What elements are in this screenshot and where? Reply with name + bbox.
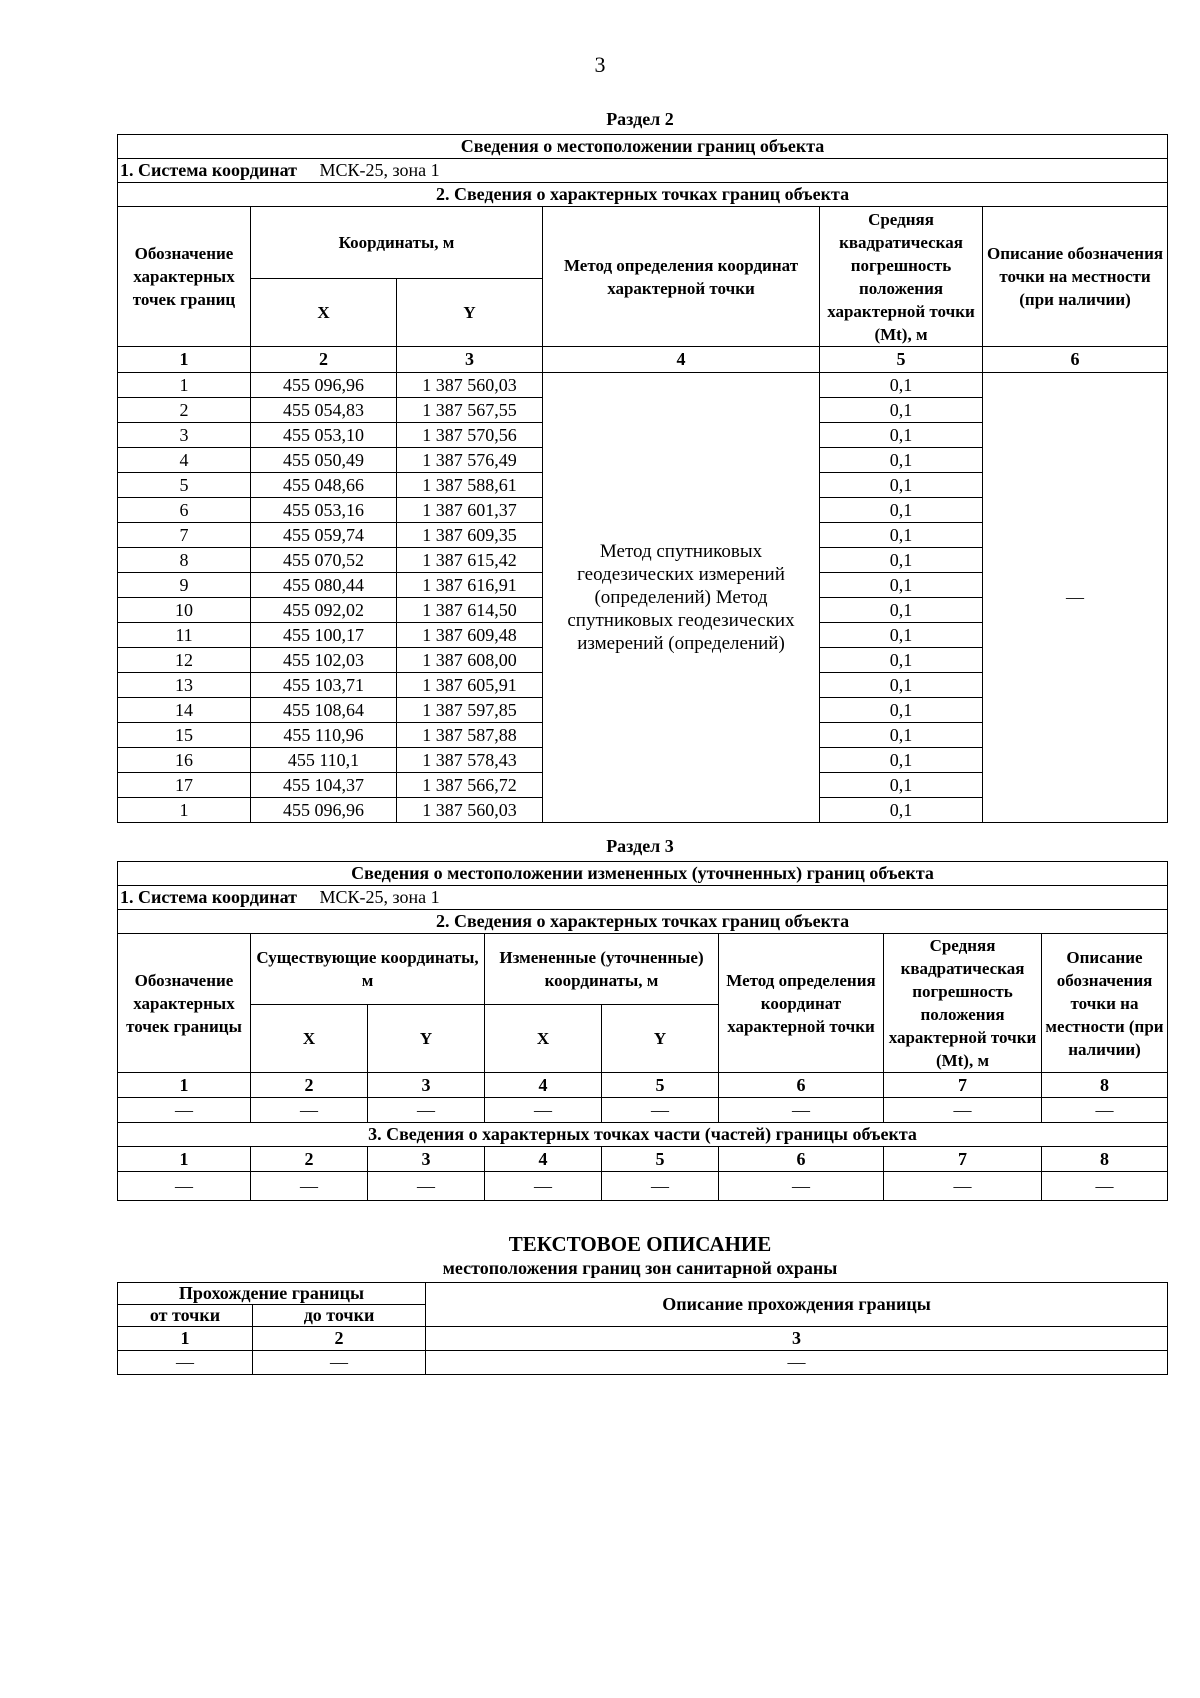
header-description: Описание прохождения границы [426,1283,1168,1327]
table-row [118,1172,1168,1201]
col-number: 8 [1042,1073,1168,1098]
coord-x: 455 054,83 [251,398,397,423]
mt-value: 0,1 [820,798,983,823]
col-number: 6 [719,1073,884,1098]
header-desc: Описание обозначения точки на местности (при наличии) [983,207,1168,347]
header-passage: Прохождение границы [118,1283,426,1305]
col-number: 3 [368,1147,485,1172]
empty-cell: — [719,1172,884,1201]
point-number: 1 [118,798,251,823]
coord-y: 1 387 616,91 [397,573,543,598]
coord-x: 455 110,96 [251,723,397,748]
col-number: 8 [1042,1147,1168,1172]
mt-value: 0,1 [820,598,983,623]
point-number: 14 [118,698,251,723]
point-number: 11 [118,623,251,648]
col-number: 1 [118,1073,251,1098]
mt-value: 0,1 [820,523,983,548]
coord-x: 455 108,64 [251,698,397,723]
col-number: 2 [251,1147,368,1172]
mt-value: 0,1 [820,673,983,698]
col-number: 2 [253,1327,426,1351]
mt-value: 0,1 [820,648,983,673]
mt-value: 0,1 [820,398,983,423]
header-from: от точки [118,1305,253,1327]
page-number: 3 [594,52,606,77]
empty-cell: — [118,1098,251,1123]
section2-table [117,134,1168,823]
table-row [118,1098,1168,1123]
section2-subtitle: 2. Сведения о характерных точках границ объекта [118,183,1168,207]
point-number: 4 [118,448,251,473]
point-number: 1 [118,373,251,398]
col-number: 5 [602,1073,719,1098]
coord-x: 455 102,03 [251,648,397,673]
coord-y: 1 387 597,85 [397,698,543,723]
col-number: 2 [251,1073,368,1098]
header-x: X [485,1004,602,1073]
header-method: Метод определения координат характерной точки [543,207,820,347]
coord-y: 1 387 609,35 [397,523,543,548]
col-number: 3 [397,347,543,373]
header-coords: Координаты, м [251,207,543,279]
mt-value: 0,1 [820,548,983,573]
coord-x: 455 103,71 [251,673,397,698]
coord-y: 1 387 588,61 [397,473,543,498]
col-number: 1 [118,1327,253,1351]
mt-value: 0,1 [820,773,983,798]
method-cell: Метод спутниковых геодезических измерений (определений) Метод спутниковых геодезических измерений (определений) [543,373,820,823]
header-error: Средняя квадратическая погрешность положения характерной точки (Mt), м [884,934,1042,1073]
header-changed: Измененные (уточненные) координаты, м [485,934,719,1005]
coord-y: 1 387 578,43 [397,748,543,773]
text-description-title: ТЕКСТОВОЕ ОПИСАНИЕ [508,1232,772,1256]
header-desc: Описание обозначения точки на местности (при наличии) [1042,934,1168,1073]
header-x: X [251,279,397,347]
empty-cell: — [719,1098,884,1123]
col-number: 1 [118,347,251,373]
coord-x: 455 048,66 [251,473,397,498]
header-y: Y [397,279,543,347]
col-number: 4 [543,347,820,373]
point-number: 17 [118,773,251,798]
coord-y: 1 387 567,55 [397,398,543,423]
section2-title: Раздел 2 [606,109,674,129]
empty-cell: — [368,1172,485,1201]
coord-x: 455 059,74 [251,523,397,548]
empty-cell: — [118,1172,251,1201]
coord-system-label: 1. Система координат [120,887,297,907]
coord-system-value: МСК-25, зона 1 [319,887,440,907]
coord-x: 455 104,37 [251,773,397,798]
section3-title: Раздел 3 [606,836,674,856]
section3-subtitle3: 3. Сведения о характерных точках части (частей) границы объекта [118,1123,1168,1147]
point-number: 5 [118,473,251,498]
point-number: 3 [118,423,251,448]
coord-x: 455 053,16 [251,498,397,523]
col-number: 7 [884,1073,1042,1098]
coord-x: 455 092,02 [251,598,397,623]
empty-cell: — [485,1098,602,1123]
col-number: 6 [719,1147,884,1172]
coord-y: 1 387 576,49 [397,448,543,473]
section2-table-title: Сведения о местоположении границ объекта [118,135,1168,159]
header-existing: Существующие координаты, м [251,934,485,1005]
section3-coord-system [118,886,1168,910]
coord-system-label: 1. Система координат [120,160,297,180]
coord-y: 1 387 560,03 [397,798,543,823]
coord-y: 1 387 566,72 [397,773,543,798]
header-method: Метод определения координат характерной точки [719,934,884,1073]
col-number: 5 [820,347,983,373]
coord-y: 1 387 614,50 [397,598,543,623]
coord-system-value: МСК-25, зона 1 [319,160,440,180]
col-number: 2 [251,347,397,373]
mt-value: 0,1 [820,423,983,448]
col-number: 5 [602,1147,719,1172]
point-number: 13 [118,673,251,698]
point-number: 2 [118,398,251,423]
coord-x: 455 080,44 [251,573,397,598]
header-point: Обозначение характерных точек границ [118,207,251,347]
mt-value: 0,1 [820,473,983,498]
table-row [118,1147,1168,1172]
empty-cell: — [602,1172,719,1201]
coord-x: 455 053,10 [251,423,397,448]
mt-value: 0,1 [820,448,983,473]
coord-y: 1 387 615,42 [397,548,543,573]
point-number: 12 [118,648,251,673]
point-number: 6 [118,498,251,523]
point-number: 7 [118,523,251,548]
empty-cell: — [884,1098,1042,1123]
col-number: 3 [368,1073,485,1098]
empty-cell: — [368,1098,485,1123]
empty-cell: — [485,1172,602,1201]
empty-cell: — [118,1351,253,1375]
point-number: 10 [118,598,251,623]
col-number: 4 [485,1147,602,1172]
coord-y: 1 387 605,91 [397,673,543,698]
point-number: 9 [118,573,251,598]
col-number: 1 [118,1147,251,1172]
header-y: Y [368,1004,485,1073]
desc-cell: — [983,373,1168,823]
empty-cell: — [251,1098,368,1123]
coord-y: 1 387 560,03 [397,373,543,398]
mt-value: 0,1 [820,573,983,598]
section3-table-title: Сведения о местоположении измененных (уточненных) границ объекта [118,862,1168,886]
header-point: Обозначение характерных точек границы [118,934,251,1073]
coord-y: 1 387 609,48 [397,623,543,648]
empty-cell: — [884,1172,1042,1201]
coord-y: 1 387 608,00 [397,648,543,673]
col-number: 4 [485,1073,602,1098]
col-number: 3 [426,1327,1168,1351]
coord-x: 455 070,52 [251,548,397,573]
empty-cell: — [253,1351,426,1375]
header-error: Средняя квадратическая погрешность положения характерной точки (Mt), м [820,207,983,347]
text-description-table [117,1282,1168,1375]
coord-x: 455 050,49 [251,448,397,473]
table-row [118,1073,1168,1098]
coord-x: 455 096,96 [251,798,397,823]
mt-value: 0,1 [820,698,983,723]
header-y: Y [602,1004,719,1073]
coord-x: 455 110,1 [251,748,397,773]
mt-value: 0,1 [820,498,983,523]
coord-x: 455 096,96 [251,373,397,398]
empty-cell: — [1042,1098,1168,1123]
mt-value: 0,1 [820,723,983,748]
mt-value: 0,1 [820,623,983,648]
coord-y: 1 387 601,37 [397,498,543,523]
coord-x: 455 100,17 [251,623,397,648]
header-x: X [251,1004,368,1073]
empty-cell: — [251,1172,368,1201]
coord-y: 1 387 570,56 [397,423,543,448]
point-number: 8 [118,548,251,573]
col-number: 7 [884,1147,1042,1172]
point-number: 16 [118,748,251,773]
section2-coord-system [118,159,1168,183]
header-to: до точки [253,1305,426,1327]
empty-cell: — [1042,1172,1168,1201]
mt-value: 0,1 [820,748,983,773]
table-row [118,373,1168,398]
col-number: 6 [983,347,1168,373]
mt-value: 0,1 [820,373,983,398]
point-number: 15 [118,723,251,748]
empty-cell: — [602,1098,719,1123]
empty-cell: — [426,1351,1168,1375]
text-description-subtitle: местоположения границ зон санитарной охраны [442,1258,838,1278]
coord-y: 1 387 587,88 [397,723,543,748]
section3-table [117,861,1168,1201]
section3-subtitle: 2. Сведения о характерных точках границ объекта [118,910,1168,934]
